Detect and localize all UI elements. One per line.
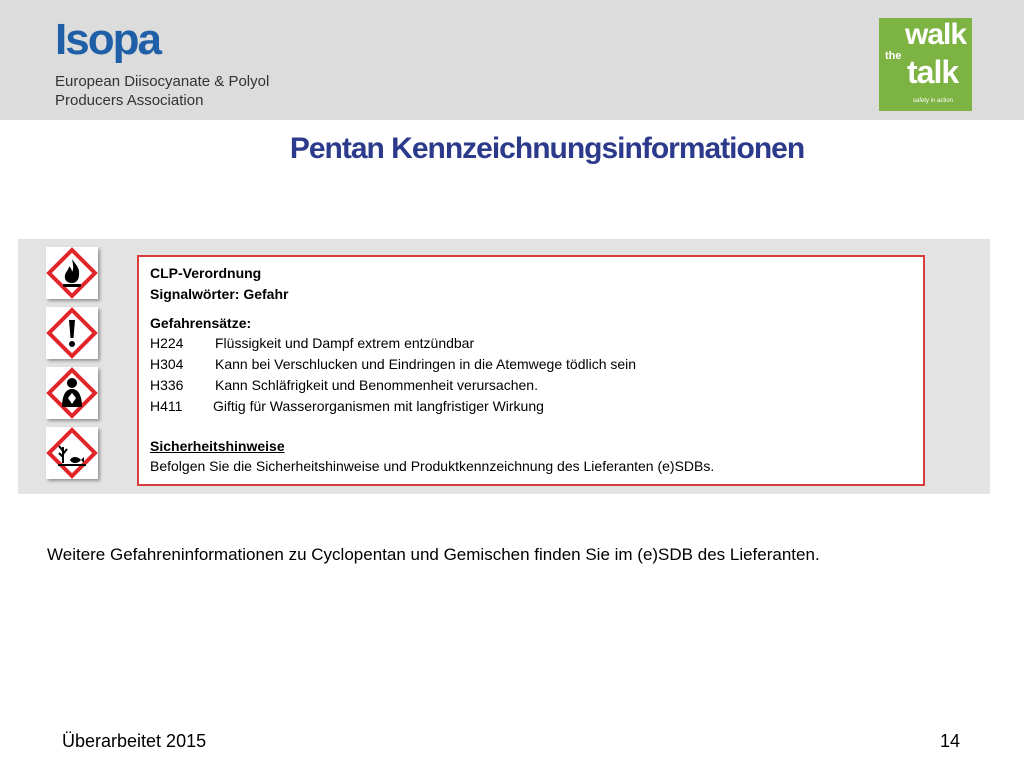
safety-heading: Sicherheitshinweise [150, 438, 285, 454]
hazard-text: Kann Schläfrigkeit und Benommenheit verursachen. [215, 377, 538, 393]
regulation-label: CLP-Verordnung [150, 265, 262, 281]
hazard-heading: Gefahrensätze: [150, 315, 252, 331]
environment-icon [46, 427, 98, 479]
logo-tagline: safety in action [913, 98, 954, 104]
health-hazard-icon [46, 367, 98, 419]
logo-word-talk: talk [907, 54, 959, 90]
hazard-statement [150, 335, 474, 352]
organization-name-line1: European Diisocyanate & Polyol [55, 73, 270, 90]
hazard-text: Kann bei Verschlucken und Eindringen in die Atemwege tödlich sein [215, 356, 637, 372]
hazard-code: H304 [150, 356, 184, 372]
logo-word-the: the [885, 50, 902, 62]
hazard-panel [18, 239, 990, 494]
hazard-text: Giftig für Wasserorganismen mit langfristiger Wirkung [213, 398, 544, 414]
signal-words: Signalwörter: Gefahr [150, 286, 289, 302]
clp-info-box [137, 255, 925, 486]
walk-the-talk-logo [879, 18, 972, 111]
organization-name-line2: Producers Association [55, 92, 204, 109]
hazard-statement [150, 377, 538, 394]
flame-icon [46, 247, 98, 299]
footnote: Weitere Gefahreninformationen zu Cyclopentan und Gemischen finden Sie im (e)SDB des Lieferanten. [47, 545, 820, 564]
safety-text: Befolgen Sie die Sicherheitshinweise und Produktkennzeichnung des Lieferanten (e)SDBs. [150, 458, 715, 474]
hazard-code: H336 [150, 377, 184, 393]
isopa-logo [55, 15, 160, 64]
hazard-statement [150, 398, 544, 415]
hazard-text: Flüssigkeit und Dampf extrem entzündbar [215, 335, 475, 351]
exclamation-icon [46, 307, 98, 359]
logo-word-walk: walk [905, 18, 967, 51]
isopa-logo-text: Isopa [55, 15, 160, 64]
page-title: Pentan Kennzeichnungsinformationen [289, 132, 805, 165]
revision-note: Überarbeitet 2015 [62, 731, 207, 751]
organization-name [55, 72, 269, 110]
hazard-code: H224 [150, 335, 184, 351]
hazard-statement [150, 356, 636, 373]
page-number: 14 [939, 731, 960, 751]
hazard-code: H411 [150, 398, 183, 414]
